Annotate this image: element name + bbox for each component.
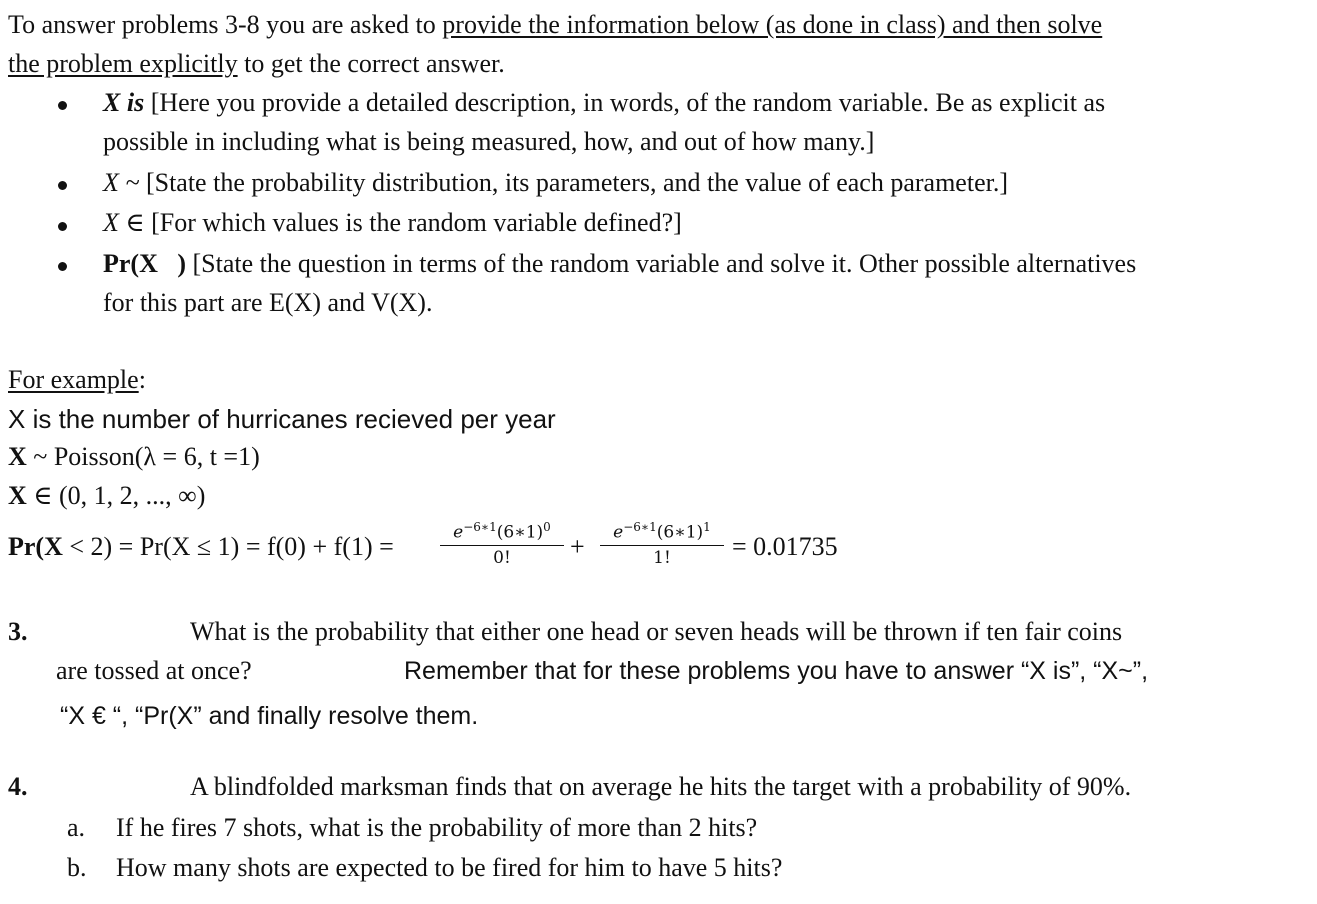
example-dist-text: ~ Poisson(λ = 6, t =1) — [26, 442, 260, 471]
example-line-is: X is the number of hurricanes recieved per year — [8, 404, 556, 434]
problem-3-number: 3. — [8, 617, 28, 646]
example-result: = 0.01735 — [732, 532, 838, 561]
fraction-2-denominator: 1! — [653, 547, 671, 568]
bullet-text: [State the probability distribution, its parameters, and the value of each parameter.] — [139, 168, 1008, 197]
intro-plain: To answer problems 3-8 you are asked to — [8, 10, 443, 39]
fraction-1-denominator: 0! — [493, 547, 511, 568]
bullet-x-support — [103, 208, 682, 238]
problem-3-line-3: “X € “, “Pr(X” and finally resolve them. — [60, 702, 479, 730]
example-heading-text: For example — [8, 365, 139, 394]
bullet-label: X ∈ — [103, 208, 145, 237]
example-pr-line — [8, 532, 394, 562]
example-x: X — [8, 442, 27, 471]
problem-4a-label: a. — [67, 813, 86, 842]
example-line-dist — [8, 442, 260, 472]
bullet-x-dist — [103, 168, 1008, 198]
example-pr-label: Pr(X — [8, 532, 63, 561]
problem-4-number: 4. — [8, 772, 28, 801]
problem-4-line-1: A blindfolded marksman finds that on average he hits the target with a probability of 90%. — [190, 772, 1132, 801]
bullet-dot — [58, 222, 67, 231]
intro-line-1 — [8, 10, 1102, 40]
intro-line-2 — [8, 49, 505, 79]
fraction-2-bar — [600, 545, 724, 546]
bullet-label: Pr(X ) — [103, 249, 187, 278]
problem-3-line-1: What is the probability that either one head or seven heads will be thrown if ten fair coins — [190, 617, 1123, 646]
problem-4b-label: b. — [67, 853, 87, 882]
intro-underlined: provide the information below (as done in class) and then solve — [442, 10, 1103, 39]
problem-3-remember: Remember that for these problems you have to answer “X is”, “X~”, — [404, 657, 1149, 685]
problem-3-line-2: are tossed at once? — [56, 656, 252, 685]
intro-underlined-2: the problem explicitly — [8, 49, 238, 78]
example-heading-colon: : — [138, 365, 146, 394]
example-heading — [8, 365, 146, 395]
example-line-support — [8, 481, 205, 511]
fraction-1-numerator: $e^{-6∗1}(6∗1)^0$ — [453, 520, 551, 543]
bullet-pr-cont: for this part are E(X) and V(X). — [103, 288, 433, 317]
problem-4b-text: How many shots are expected to be fired for him to have 5 hits? — [116, 853, 783, 882]
plus-sign: + — [570, 532, 585, 561]
bullet-dot — [58, 262, 67, 271]
fraction-1-bar — [440, 545, 564, 546]
bullet-x-is — [103, 88, 1105, 118]
fraction-1 — [440, 520, 564, 568]
bullet-label: X is — [103, 88, 145, 117]
bullet-dot — [58, 101, 67, 110]
bullet-x-is-cont: possible in including what is being measured, how, and out of how many.] — [103, 127, 875, 156]
bullet-text: [State the question in terms of the random variable and solve it. Other possible alternatives — [186, 249, 1137, 278]
bullet-label: X ~ — [103, 168, 140, 197]
bullet-text: [For which values is the random variable defined?] — [144, 208, 682, 237]
bullet-text: [Here you provide a detailed description, in words, of the random variable. Be as explicit as — [144, 88, 1106, 117]
example-support-text: ∈ (0, 1, 2, ..., ∞) — [26, 481, 206, 510]
example-x: X — [8, 481, 27, 510]
example-pr-rest: < 2) = Pr(X ≤ 1) = f(0) + f(1) = — [62, 532, 394, 561]
intro-plain-2: to get the correct answer. — [237, 49, 505, 78]
problem-4a-text: If he fires 7 shots, what is the probability of more than 2 hits? — [116, 813, 758, 842]
bullet-pr — [103, 249, 1136, 279]
fraction-2 — [600, 520, 724, 568]
bullet-dot — [58, 181, 67, 190]
fraction-2-numerator: $e^{-6∗1}(6∗1)^1$ — [613, 520, 711, 543]
